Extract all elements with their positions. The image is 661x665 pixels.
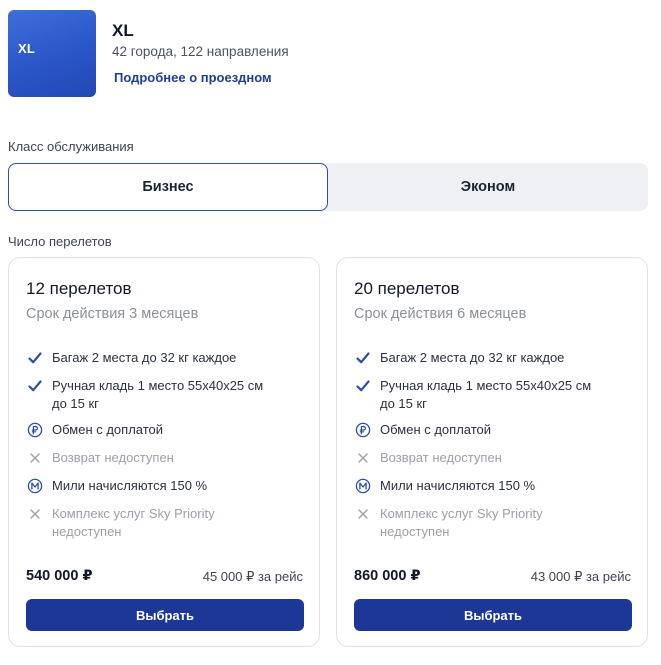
cross-icon — [26, 505, 44, 523]
feature-item — [354, 349, 564, 367]
feature-text: Мили начисляются 150 % — [52, 478, 208, 493]
business-class-option[interactable]: Бизнес — [8, 163, 328, 211]
feature-text: Возврат недоступен — [380, 450, 502, 465]
ruble-coin-icon — [354, 421, 372, 439]
economy-class-option[interactable]: Эконом — [460, 179, 516, 195]
feature-item — [354, 377, 591, 413]
card-title: 20 перелетов — [354, 279, 460, 298]
service-class-label: Класс обслуживания — [8, 139, 134, 154]
card-term: Срок действия 3 месяцев — [26, 306, 199, 322]
cross-icon — [354, 505, 372, 523]
feature-text: Багаж 2 места до 32 кг каждое — [380, 350, 565, 365]
plan-card-12 — [8, 257, 320, 647]
card-term: Срок действия 6 месяцев — [354, 306, 527, 322]
feature-item — [354, 421, 491, 439]
check-icon — [26, 377, 44, 395]
select-button[interactable]: Выбрать — [354, 599, 632, 631]
feature-item — [354, 477, 535, 495]
ruble-coin-icon — [26, 421, 44, 439]
total-price: 540 000 ₽ — [26, 568, 93, 584]
check-icon — [26, 349, 44, 367]
feature-item — [354, 505, 543, 541]
plan-card-20 — [336, 257, 648, 647]
feature-text: Багаж 2 места до 32 кг каждое — [52, 350, 237, 365]
feature-item — [26, 449, 174, 467]
feature-text: Обмен с доплатой — [52, 422, 164, 437]
feature-item — [26, 505, 215, 541]
total-price: 860 000 ₽ — [354, 568, 421, 584]
feature-text: Комплекс услуг Sky Priority недоступен — [380, 506, 543, 539]
select-button[interactable]: Выбрать — [26, 599, 304, 631]
plan-tile — [8, 10, 96, 97]
feature-text: Ручная кладь 1 место 55х40х25 см до 15 кг — [52, 378, 264, 411]
feature-text: Возврат недоступен — [52, 450, 174, 465]
cross-icon — [354, 449, 372, 467]
feature-item — [26, 377, 263, 413]
miles-icon — [26, 477, 44, 495]
plan-name: XL — [112, 21, 134, 40]
price-per-flight: 43 000 ₽ за рейс — [530, 569, 631, 584]
service-class-toggle — [8, 163, 648, 211]
price-per-flight: 45 000 ₽ за рейс — [202, 569, 303, 584]
feature-text: Обмен с доплатой — [380, 422, 492, 437]
check-icon — [354, 377, 372, 395]
details-link[interactable]: Подробнее о проездном — [114, 70, 272, 85]
feature-text: Комплекс услуг Sky Priority недоступен — [52, 506, 215, 539]
feature-item — [354, 449, 502, 467]
plan-subtitle: 42 города, 122 направления — [112, 44, 289, 59]
check-icon — [354, 349, 372, 367]
feature-item — [26, 349, 236, 367]
flights-count-label: Число перелетов — [8, 234, 112, 249]
feature-item — [26, 477, 207, 495]
cross-icon — [26, 449, 44, 467]
feature-item — [26, 421, 163, 439]
plan-tile-label: XL — [18, 41, 36, 56]
feature-text: Ручная кладь 1 место 55х40х25 см до 15 кг — [380, 378, 592, 411]
miles-icon — [354, 477, 372, 495]
card-title: 12 перелетов — [26, 279, 132, 298]
feature-text: Мили начисляются 150 % — [380, 478, 536, 493]
